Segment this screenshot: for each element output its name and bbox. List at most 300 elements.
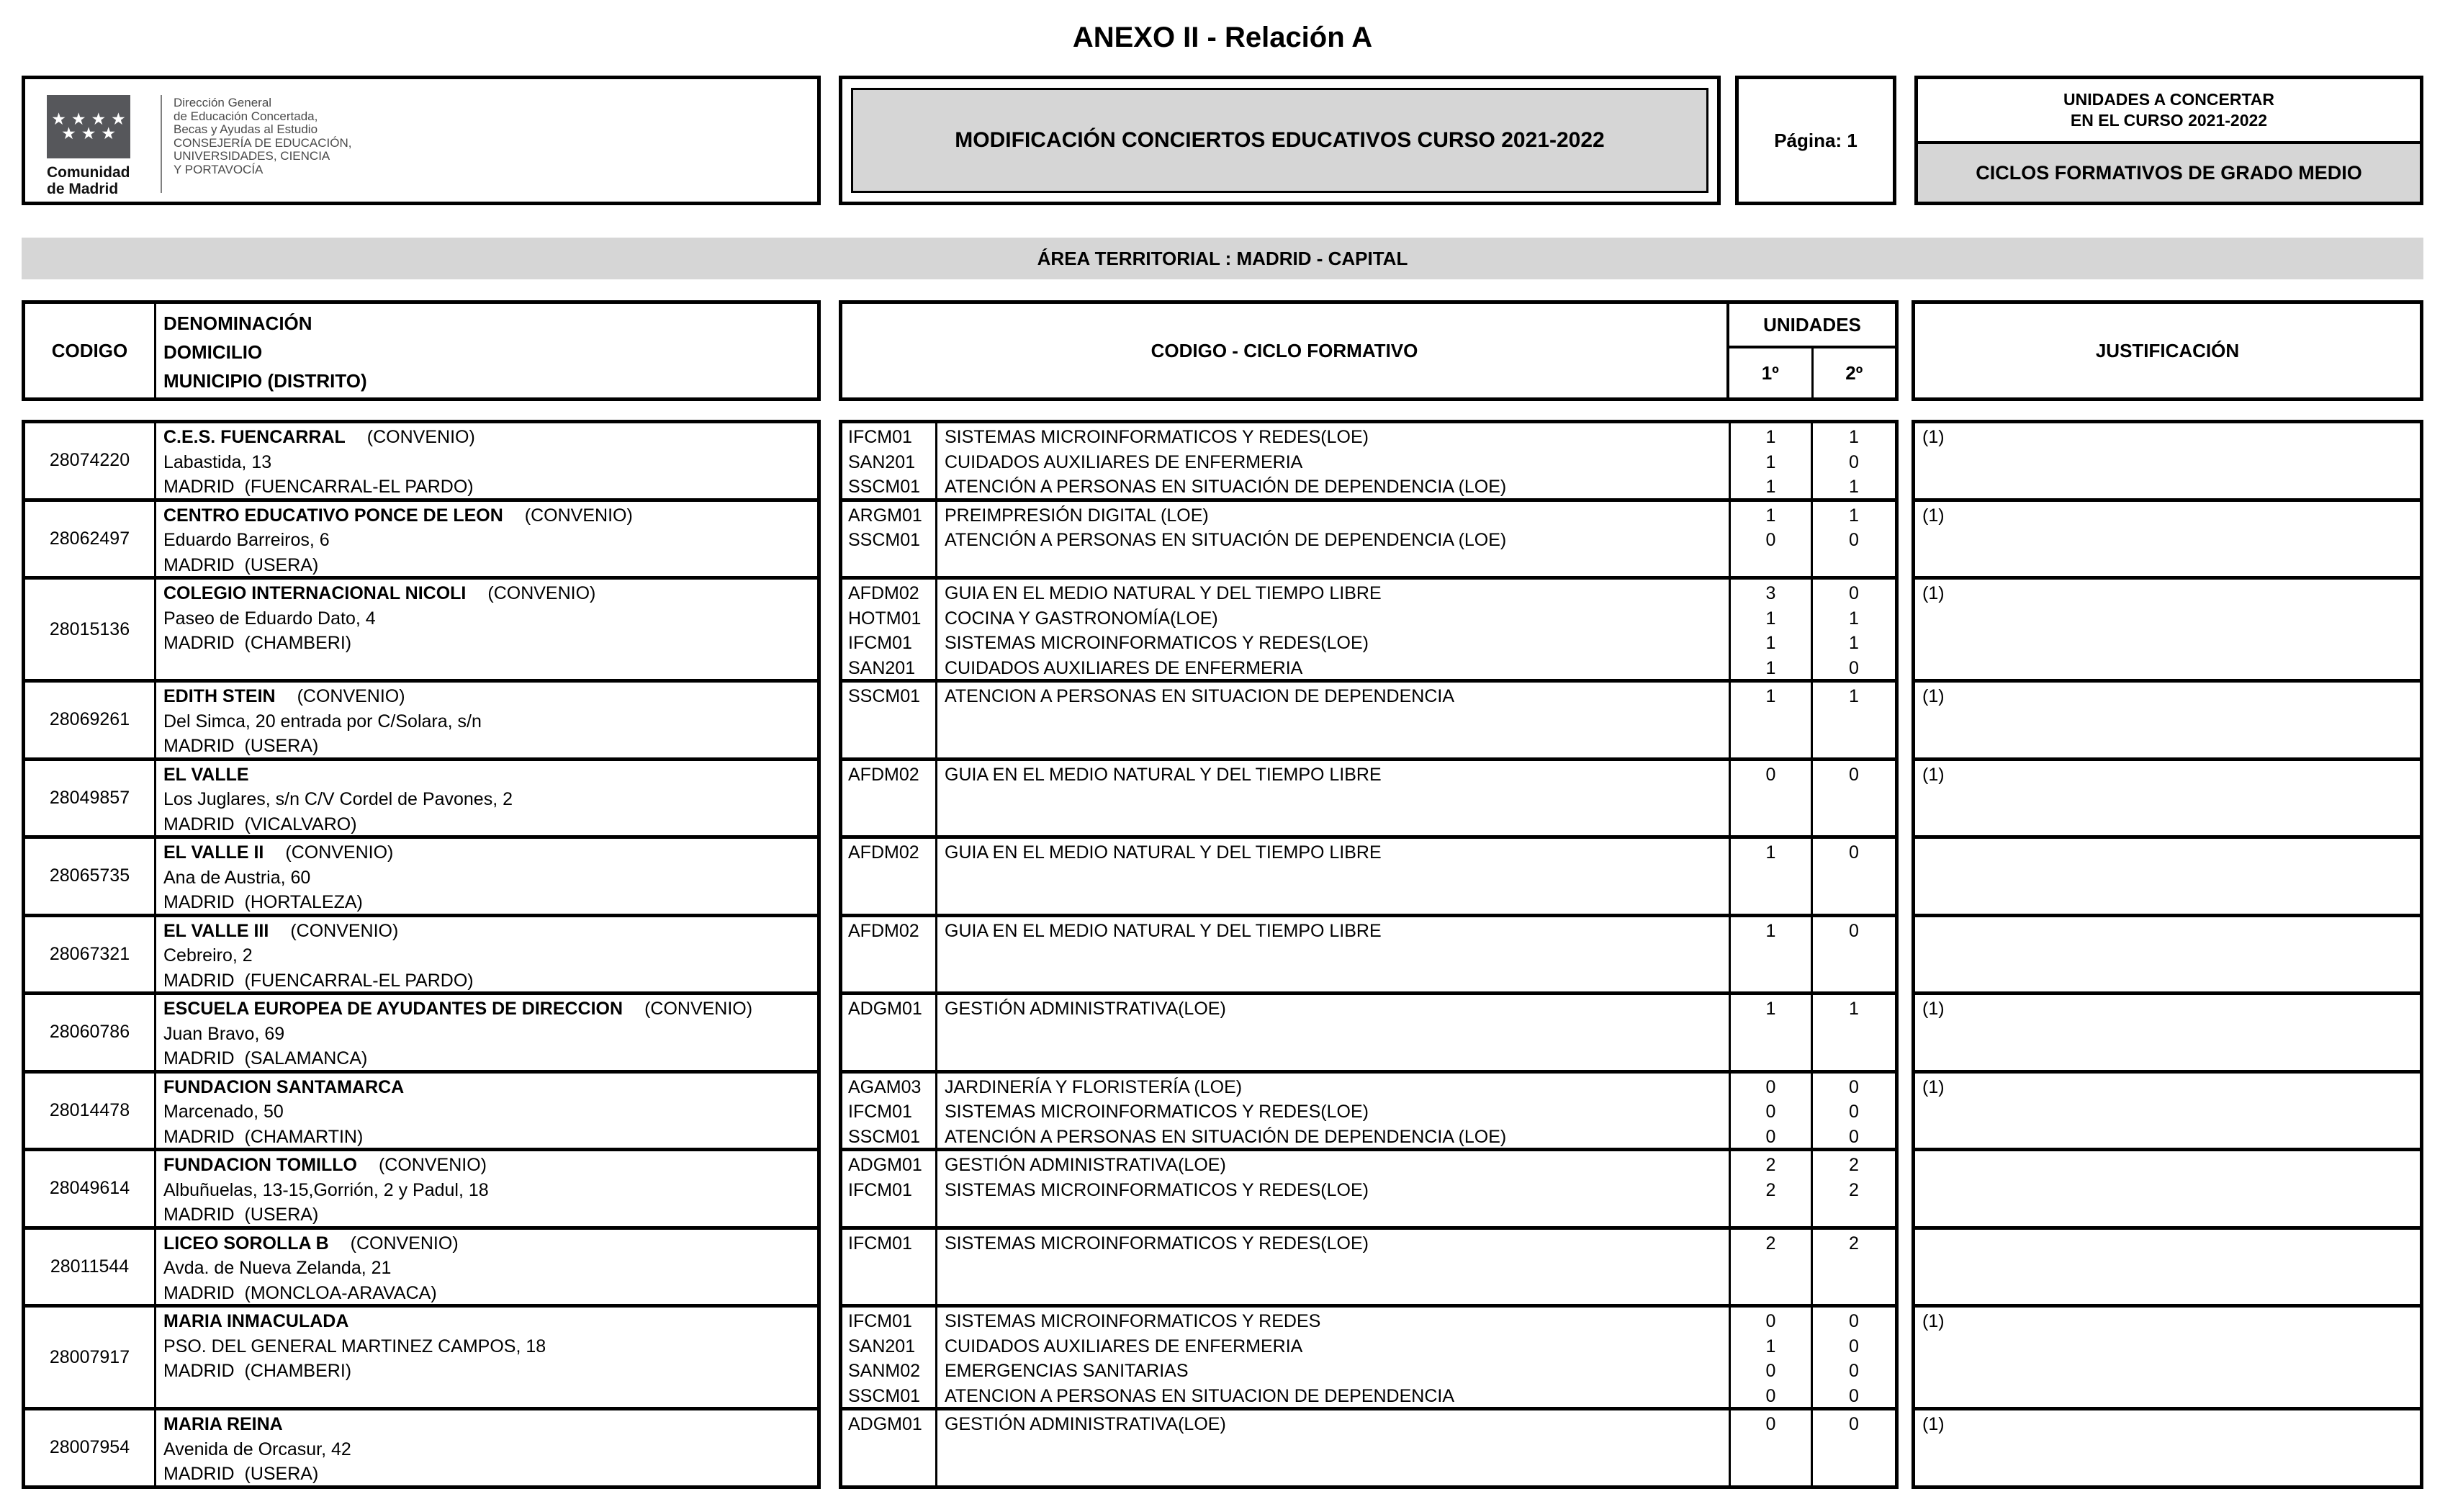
centro-name-line (163, 840, 817, 865)
cell-ciclo-codes (842, 502, 937, 577)
cell-justificacion (1912, 917, 2423, 996)
cell-justificacion (1912, 1230, 2423, 1308)
address-line: Paseo de Eduardo Dato, 4 (163, 608, 376, 629)
cell-justificacion (1912, 839, 2423, 917)
centro-name: CENTRO EDUCATIVO PONCE DE LEON (163, 505, 503, 526)
ciclo-code: IFCM01 (848, 1179, 912, 1200)
address-line: Marcenado, 50 (163, 1102, 284, 1122)
cell-unidades-2 (1813, 683, 1895, 757)
cell-ciclo-codes (842, 761, 937, 836)
unidad-2-value: 0 (1849, 1102, 1859, 1122)
convenio-label: (CONVENIO) (297, 686, 405, 706)
cell-justificacion (1912, 683, 2423, 761)
cell-justificacion (1912, 420, 2423, 502)
unidad-1-value: 1 (1765, 477, 1776, 497)
brand-line-1: Comunidad (47, 164, 130, 181)
centro-name: EDITH STEIN (163, 686, 276, 706)
ciclo-name: GESTIÓN ADMINISTRATIVA(LOE) (945, 999, 1226, 1019)
unidad-2-value: 0 (1849, 1414, 1859, 1434)
page-label: Página: 1 (1774, 129, 1858, 151)
unidad-1-value: 0 (1765, 530, 1776, 550)
cell-unidades-2 (1813, 995, 1895, 1070)
centro-name: COLEGIO INTERNACIONAL NICOLI (163, 583, 467, 603)
centro-name-line (163, 1231, 817, 1256)
cell-ciclo-names (937, 917, 1731, 992)
col-header-denominacion (156, 304, 817, 397)
cell-denominacion (156, 423, 817, 498)
unidad-1-value: 2 (1765, 1179, 1776, 1200)
ciclo-name: SISTEMAS MICROINFORMATICOS Y REDES (945, 1311, 1321, 1331)
centro-name: C.E.S. FUENCARRAL (163, 427, 346, 447)
municipio-line: MADRID (USERA) (163, 554, 319, 575)
cell-unidades-2 (1813, 1151, 1895, 1226)
panel-gap (821, 917, 839, 996)
cell-codigo: 28014478 (25, 1074, 156, 1148)
cell-codigo: 28069261 (25, 683, 156, 757)
star-icon: ★ (51, 109, 66, 128)
cell-denominacion (156, 1308, 817, 1407)
centro-name-line (163, 919, 817, 944)
municipio-line: MADRID (USERA) (163, 1205, 319, 1225)
municipio-line: MADRID (FUENCARRAL-EL PARDO) (163, 970, 474, 991)
row-centro-section (22, 502, 821, 580)
cell-unidades-1 (1731, 683, 1813, 757)
convenio-label: (CONVENIO) (644, 999, 753, 1019)
panel-gap (1899, 1410, 1912, 1489)
madrid-flag-icon (47, 95, 130, 158)
centro-name-line (163, 762, 817, 788)
cell-ciclo-names (937, 502, 1731, 577)
justificacion-value: (1) (1922, 505, 1945, 526)
row-centro-section (22, 995, 821, 1074)
dept-line: Y PORTAVOCÍA (174, 162, 264, 176)
col-header-unidades-1: 1º (1729, 348, 1814, 397)
ciclo-code: AFDM02 (848, 764, 919, 785)
unidad-2-value: 0 (1849, 530, 1859, 550)
unidad-1-value: 1 (1765, 427, 1776, 447)
cell-codigo: 28074220 (25, 423, 156, 498)
cell-unidades-1 (1731, 502, 1813, 577)
brand-name (47, 164, 161, 197)
address-line: Los Juglares, s/n C/V Cordel de Pavones, 2 (163, 789, 513, 809)
panel-gap (821, 420, 839, 502)
cell-ciclo-codes (842, 1151, 937, 1226)
cell-justificacion (1912, 995, 2423, 1074)
cell-ciclo-names (937, 1230, 1731, 1305)
page-number-box (1735, 76, 1896, 205)
cell-unidades-1 (1731, 1410, 1813, 1485)
cell-ciclo-codes (842, 1308, 937, 1407)
cell-denominacion (156, 580, 817, 679)
area-territorial-band: ÁREA TERRITORIAL : MADRID - CAPITAL (22, 238, 2423, 279)
unidad-2-value: 1 (1849, 608, 1859, 629)
cell-justificacion (1912, 580, 2423, 683)
centro-name-line (163, 1309, 817, 1334)
cell-denominacion (156, 1410, 817, 1485)
address-line: Avda. de Nueva Zelanda, 21 (163, 1258, 392, 1278)
row-ciclos-section (839, 1410, 1899, 1489)
col-header-unidades: UNIDADES (1729, 304, 1895, 348)
municipio-line: MADRID (USERA) (163, 1464, 319, 1484)
panel-gap (1899, 839, 1912, 917)
unidad-2-value: 2 (1849, 1179, 1859, 1200)
cell-codigo: 28065735 (25, 839, 156, 914)
ciclo-name: GUIA EN EL MEDIO NATURAL Y DEL TIEMPO LIBRE (945, 920, 1382, 941)
panel-gap (821, 1410, 839, 1489)
panel-gap (1899, 1308, 1912, 1410)
ciclo-name: SISTEMAS MICROINFORMATICOS Y REDES(LOE) (945, 1233, 1369, 1254)
unidad-2-value: 0 (1849, 1126, 1859, 1147)
unidad-1-value: 0 (1765, 1126, 1776, 1147)
cell-unidades-1 (1731, 1308, 1813, 1407)
cell-denominacion (156, 761, 817, 836)
ciclo-name: CUIDADOS AUXILIARES DE ENFERMERIA (945, 657, 1303, 678)
comunidad-madrid-logo (47, 95, 161, 202)
unidad-1-value: 1 (1765, 842, 1776, 863)
cell-unidades-2 (1813, 917, 1895, 992)
cell-unidades-1 (1731, 839, 1813, 914)
convenio-label: (CONVENIO) (290, 920, 399, 941)
panel-gap (821, 995, 839, 1074)
cell-unidades-2 (1813, 839, 1895, 914)
table-header-middle (839, 300, 1899, 401)
justificacion-value: (1) (1922, 1414, 1945, 1434)
cell-ciclo-names (937, 995, 1731, 1070)
table-row (22, 995, 2423, 1074)
centro-name: MARIA REINA (163, 1414, 283, 1434)
cell-codigo: 28062497 (25, 502, 156, 577)
unidad-1-value: 0 (1765, 1102, 1776, 1122)
col-header-unidades-group (1729, 304, 1895, 397)
convenio-label: (CONVENIO) (378, 1155, 487, 1175)
ciclo-name: ATENCION A PERSONAS EN SITUACION DE DEPENDENCIA (945, 686, 1455, 706)
cell-codigo: 28060786 (25, 995, 156, 1070)
cell-unidades-2 (1813, 423, 1895, 498)
unidad-2-value: 2 (1849, 1233, 1859, 1254)
unidad-1-value: 0 (1765, 1076, 1776, 1097)
cell-codigo: 28049857 (25, 761, 156, 836)
cell-justificacion (1912, 1151, 2423, 1230)
panel-gap (821, 761, 839, 840)
cell-ciclo-names (937, 423, 1731, 498)
cell-justificacion (1912, 1074, 2423, 1152)
ciclo-code: IFCM01 (848, 1233, 912, 1254)
row-centro-section (22, 761, 821, 840)
cell-denominacion (156, 502, 817, 577)
ciclo-name: COCINA Y GASTRONOMÍA(LOE) (945, 608, 1218, 629)
cell-justificacion (1912, 761, 2423, 840)
cell-denominacion (156, 839, 817, 914)
ciclo-name: SISTEMAS MICROINFORMATICOS Y REDES(LOE) (945, 1179, 1369, 1200)
doc-title: MODIFICACIÓN CONCIERTOS EDUCATIVOS CURSO 2021-2022 (851, 88, 1708, 193)
row-centro-section (22, 1308, 821, 1410)
panel-gap (1899, 502, 1912, 580)
convenio-label: (CONVENIO) (524, 505, 633, 526)
ciclo-name: GUIA EN EL MEDIO NATURAL Y DEL TIEMPO LIBRE (945, 764, 1382, 785)
unidad-2-value: 0 (1849, 1385, 1859, 1406)
units-title-line-1: UNIDADES A CONCERTAR (2063, 90, 2275, 109)
row-ciclos-section (839, 917, 1899, 996)
panel-gap (821, 1308, 839, 1410)
cell-ciclo-names (937, 683, 1731, 757)
col-header-unidades-2: 2º (1845, 361, 1863, 384)
unidad-1-value: 1 (1765, 686, 1776, 706)
justificacion-value: (1) (1922, 1311, 1945, 1331)
ciclo-name: EMERGENCIAS SANITARIAS (945, 1361, 1189, 1381)
centro-name: EL VALLE II (163, 842, 264, 863)
cell-ciclo-names (937, 839, 1731, 914)
municipio-line: MADRID (CHAMARTIN) (163, 1126, 364, 1147)
unidad-2-value: 1 (1849, 999, 1859, 1019)
table-row (22, 683, 2423, 761)
ciclo-name: SISTEMAS MICROINFORMATICOS Y REDES(LOE) (945, 633, 1369, 653)
dept-line: CONSEJERÍA DE EDUCACIÓN, (174, 135, 352, 150)
ciclo-code: SAN201 (848, 657, 916, 678)
ciclo-code: IFCM01 (848, 633, 912, 653)
cell-ciclo-codes (842, 1230, 937, 1305)
ciclo-code: HOTM01 (848, 608, 922, 629)
table-header-left (22, 300, 821, 401)
ciclo-name: CUIDADOS AUXILIARES DE ENFERMERIA (945, 451, 1303, 472)
ciclo-code: SANM02 (848, 1361, 921, 1381)
col-header-municipio-line: MUNICIPIO (DISTRITO) (163, 370, 367, 392)
unidad-2-value: 0 (1849, 451, 1859, 472)
unidad-1-value: 1 (1765, 657, 1776, 678)
row-centro-section (22, 683, 821, 761)
ciclo-code: AFDM02 (848, 842, 919, 863)
unidades-subcolumns (1729, 348, 1895, 397)
panel-gap (1899, 580, 1912, 683)
row-centro-section (22, 839, 821, 917)
address-line: Del Simca, 20 entrada por C/Solara, s/n (163, 711, 482, 732)
cell-justificacion (1912, 1308, 2423, 1410)
ciclo-name: GUIA EN EL MEDIO NATURAL Y DEL TIEMPO LIBRE (945, 842, 1382, 863)
convenio-label: (CONVENIO) (350, 1233, 459, 1254)
star-icon: ★ (101, 124, 116, 143)
table-body (22, 420, 2423, 1489)
unidad-2-value: 1 (1849, 633, 1859, 653)
ciclo-name: GESTIÓN ADMINISTRATIVA(LOE) (945, 1414, 1226, 1434)
centro-name-line (163, 581, 817, 606)
table-row (22, 420, 2423, 502)
panel-gap (821, 502, 839, 580)
ciclo-name: ATENCIÓN A PERSONAS EN SITUACIÓN DE DEPENDENCIA (LOE) (945, 477, 1507, 497)
panel-gap (1899, 1151, 1912, 1230)
centro-name: EL VALLE (163, 764, 249, 785)
row-ciclos-section (839, 1151, 1899, 1230)
table-header-row (22, 300, 2423, 401)
address-line: Labastida, 13 (163, 451, 272, 472)
panel-gap (1899, 1074, 1912, 1152)
ciclo-name: PREIMPRESIÓN DIGITAL (LOE) (945, 505, 1209, 526)
ciclo-code: ARGM01 (848, 505, 922, 526)
units-title (1918, 79, 2420, 144)
cell-codigo: 28049614 (25, 1151, 156, 1226)
unidad-1-value: 0 (1765, 1361, 1776, 1381)
unidad-1-value: 1 (1765, 999, 1776, 1019)
cell-ciclo-names (937, 1074, 1731, 1148)
ciclo-name: SISTEMAS MICROINFORMATICOS Y REDES(LOE) (945, 1102, 1369, 1122)
unidad-1-value: 0 (1765, 1414, 1776, 1434)
col-header-domicilio-line: DOMICILIO (163, 341, 263, 363)
address-line: Avenida de Orcasur, 42 (163, 1439, 351, 1459)
star-icon: ★ (111, 109, 126, 128)
cell-ciclo-codes (842, 1410, 937, 1485)
panel-gap (821, 1151, 839, 1230)
page-title: ANEXO II - Relación A (1072, 22, 1373, 53)
panel-gap (821, 1230, 839, 1308)
unidad-2-value: 1 (1849, 505, 1859, 526)
unidad-2-value: 0 (1849, 657, 1859, 678)
ciclo-name: GUIA EN EL MEDIO NATURAL Y DEL TIEMPO LIBRE (945, 583, 1382, 603)
cell-codigo: 28067321 (25, 917, 156, 992)
cell-unidades-2 (1813, 502, 1895, 577)
centro-name: EL VALLE III (163, 920, 269, 941)
table-row (22, 839, 2423, 917)
cell-unidades-1 (1731, 1074, 1813, 1148)
table-row (22, 761, 2423, 840)
col-header-ciclo-formativo: CODIGO - CICLO FORMATIVO (842, 304, 1729, 397)
centro-name-line (163, 1153, 817, 1178)
address-line: Ana de Austria, 60 (163, 867, 311, 888)
ciclo-code: SSCM01 (848, 530, 921, 550)
cell-unidades-2 (1813, 1230, 1895, 1305)
justificacion-value: (1) (1922, 999, 1945, 1019)
unidad-2-value: 0 (1849, 764, 1859, 785)
convenio-label: (CONVENIO) (285, 842, 394, 863)
centro-name-line (163, 503, 817, 528)
panel-gap (821, 580, 839, 683)
panel-gap (821, 1074, 839, 1152)
unidad-1-value: 1 (1765, 505, 1776, 526)
cell-ciclo-codes (842, 917, 937, 992)
cell-codigo: 28015136 (25, 580, 156, 679)
row-ciclos-section (839, 1308, 1899, 1410)
cell-ciclo-codes (842, 580, 937, 679)
row-centro-section (22, 917, 821, 996)
cell-denominacion (156, 917, 817, 992)
municipio-line: MADRID (USERA) (163, 736, 319, 756)
unidad-1-value: 1 (1765, 920, 1776, 941)
ciclo-code: SSCM01 (848, 1126, 921, 1147)
logo-divider (161, 95, 162, 193)
dept-line: UNIVERSIDADES, CIENCIA (174, 149, 330, 163)
ciclo-code: AFDM02 (848, 583, 919, 603)
col-header-denominacion-line: DENOMINACIÓN (163, 312, 312, 334)
cell-denominacion (156, 995, 817, 1070)
unidad-1-value: 0 (1765, 764, 1776, 785)
ciclo-code: ADGM01 (848, 999, 922, 1019)
unidad-2-value: 0 (1849, 920, 1859, 941)
unidad-2-value: 0 (1849, 583, 1859, 603)
unidad-1-value: 1 (1765, 633, 1776, 653)
cell-ciclo-names (937, 1308, 1731, 1407)
ciclo-code: SSCM01 (848, 686, 921, 706)
star-icon: ★ (91, 109, 107, 128)
municipio-line: MADRID (HORTALEZA) (163, 892, 363, 912)
table-row (22, 1410, 2423, 1489)
cell-codigo: 28007954 (25, 1410, 156, 1485)
cell-denominacion (156, 1074, 817, 1148)
row-ciclos-section (839, 1074, 1899, 1152)
cycle-label: CICLOS FORMATIVOS DE GRADO MEDIO (1918, 144, 2420, 202)
ciclo-name: GESTIÓN ADMINISTRATIVA(LOE) (945, 1155, 1226, 1175)
ciclo-code: SAN201 (848, 1336, 916, 1356)
row-centro-section (22, 1410, 821, 1489)
ciclo-name: ATENCIÓN A PERSONAS EN SITUACIÓN DE DEPENDENCIA (LOE) (945, 530, 1507, 550)
cell-denominacion (156, 1151, 817, 1226)
star-icon: ★ (61, 124, 76, 143)
cell-ciclo-codes (842, 683, 937, 757)
col-header-justificacion: JUSTIFICACIÓN (1912, 300, 2423, 401)
cell-unidades-1 (1731, 423, 1813, 498)
row-ciclos-section (839, 1230, 1899, 1308)
convenio-label: (CONVENIO) (487, 583, 596, 603)
cell-unidades-1 (1731, 1230, 1813, 1305)
panel-gap (821, 839, 839, 917)
row-ciclos-section (839, 502, 1899, 580)
row-ciclos-section (839, 683, 1899, 761)
header-band (22, 76, 2423, 205)
unidad-2-value: 1 (1849, 427, 1859, 447)
cell-ciclo-codes (842, 1074, 937, 1148)
unidad-2-value: 0 (1849, 842, 1859, 863)
convenio-label: (CONVENIO) (366, 427, 475, 447)
unidad-2-value: 0 (1849, 1361, 1859, 1381)
municipio-line: MADRID (CHAMBERI) (163, 633, 352, 653)
unidad-1-value: 2 (1765, 1233, 1776, 1254)
ciclo-code: SAN201 (848, 451, 916, 472)
table-row (22, 1308, 2423, 1410)
row-ciclos-section (839, 995, 1899, 1074)
ciclo-code: AFDM02 (848, 920, 919, 941)
centro-name-line (163, 1075, 817, 1100)
department-text (174, 95, 352, 202)
ciclo-code: IFCM01 (848, 1102, 912, 1122)
cell-unidades-2 (1813, 1308, 1895, 1407)
ciclo-code: ADGM01 (848, 1414, 922, 1434)
table-row (22, 580, 2423, 683)
cell-unidades-1 (1731, 995, 1813, 1070)
panel-gap (1899, 917, 1912, 996)
cell-denominacion (156, 683, 817, 757)
cell-unidades-2 (1813, 1074, 1895, 1148)
cell-codigo: 28007917 (25, 1308, 156, 1407)
row-centro-section (22, 420, 821, 502)
cell-ciclo-names (937, 580, 1731, 679)
centro-name: ESCUELA EUROPEA DE AYUDANTES DE DIRECCION (163, 999, 623, 1019)
cell-unidades-1 (1731, 580, 1813, 679)
dept-line: de Educación Concertada, (174, 109, 318, 123)
ciclo-name: JARDINERÍA Y FLORISTERÍA (LOE) (945, 1076, 1243, 1097)
cell-ciclo-names (937, 761, 1731, 836)
ciclo-name: ATENCIÓN A PERSONAS EN SITUACIÓN DE DEPENDENCIA (LOE) (945, 1126, 1507, 1147)
justificacion-value: (1) (1922, 686, 1945, 706)
row-centro-section (22, 1151, 821, 1230)
star-icon: ★ (71, 109, 86, 128)
cell-unidades-2 (1813, 761, 1895, 836)
centro-name-line (163, 996, 817, 1022)
row-ciclos-section (839, 420, 1899, 502)
unidad-1-value: 1 (1765, 1336, 1776, 1356)
table-row (22, 1074, 2423, 1152)
ciclo-code: IFCM01 (848, 1311, 912, 1331)
col-header-codigo: CODIGO (25, 304, 156, 397)
cell-justificacion (1912, 502, 2423, 580)
justificacion-value: (1) (1922, 427, 1945, 447)
cell-ciclo-names (937, 1151, 1731, 1226)
unidad-1-value: 1 (1765, 451, 1776, 472)
